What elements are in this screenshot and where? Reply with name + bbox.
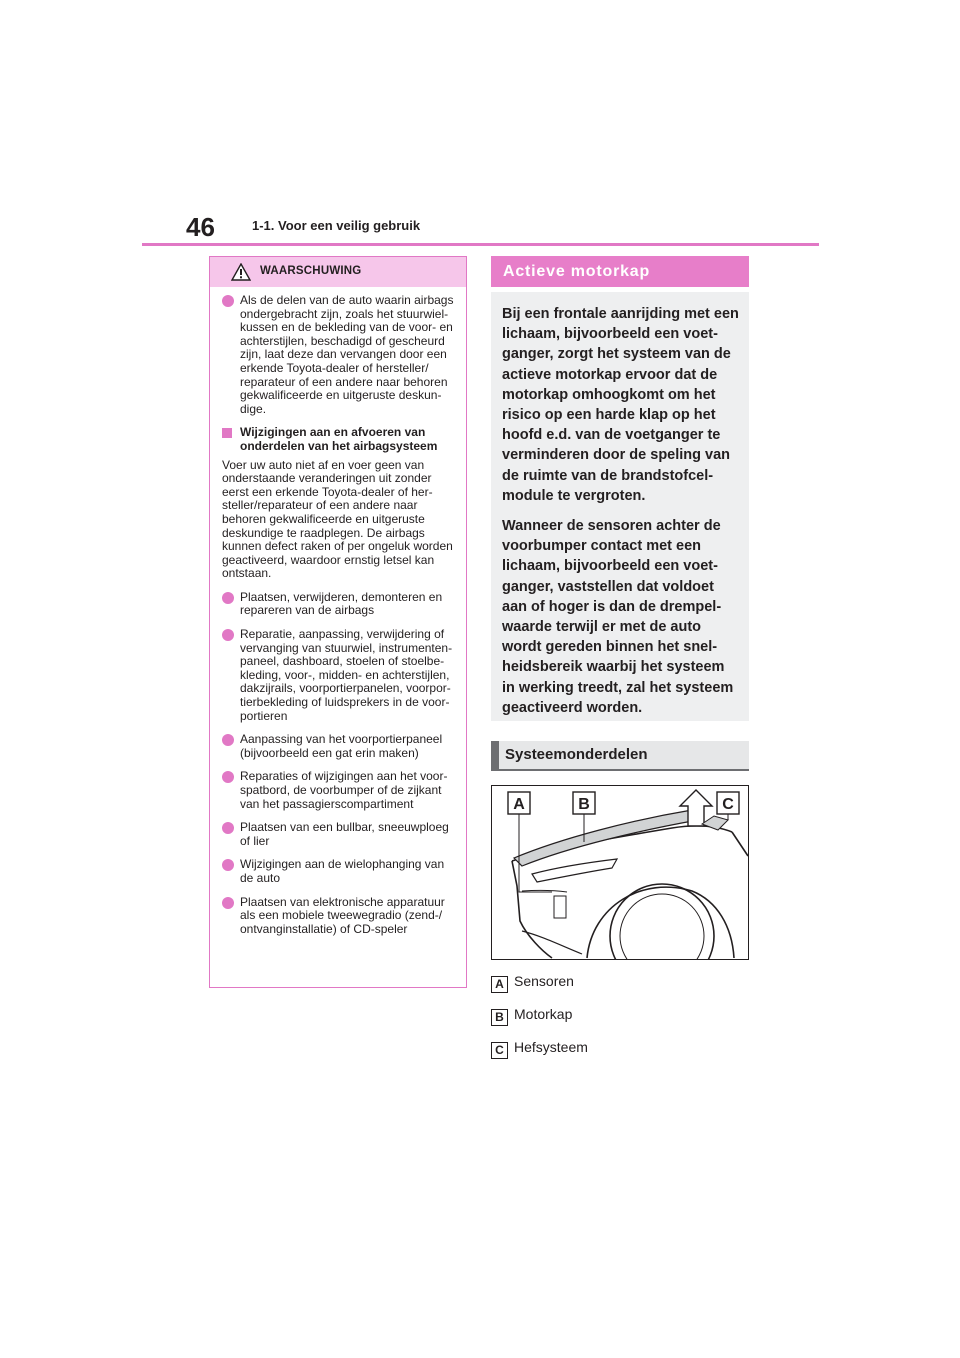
section-title: 1-1. Voor een veilig gebruik [252,218,421,233]
warning-item-text: Reparaties of wijzigingen aan het voorspatbord, de voorbumper of de zijkant van het passagierscompartiment [240,769,448,811]
warning-box [209,256,467,988]
legend-item-b [491,1005,572,1026]
legend-label: Sensoren [514,973,574,989]
square-bullet-icon [222,428,232,438]
warning-item [222,858,454,885]
warning-item [222,770,454,811]
bullet-dot-icon [222,771,234,783]
hood-diagram [491,785,749,960]
legend-key: A [491,976,508,993]
callout-b: B [578,796,590,813]
warning-item [222,733,454,760]
warning-item-text: Wijzigingen aan de wielophanging van de auto [240,857,445,885]
warning-body [210,287,466,936]
header-rule [142,243,819,246]
warning-item [222,628,454,723]
legend-label: Hefsysteem [514,1039,588,1055]
legend-key: C [491,1042,508,1059]
callout-c: C [722,796,734,813]
warning-item-text: Plaatsen, verwijderen, demonteren en repareren van de airbags [240,589,443,618]
intro-paragraph: Wanneer de sensoren achter de voorbumper contact met een lichaam, bijvoorbeeld een voetganger, vaststellen dat voldoet aan of hoger is dan de drempelwaarde terwijl er met de auto wordt gereden binnen het snelheidsbereik waarbij het systeem in werking treedt, zal het systeem geactiveerd worden. [502,518,734,716]
bullet-dot-icon [222,629,234,641]
warning-subheading [222,426,454,453]
warning-item-text: Plaatsen van een bullbar, sneeuwploeg of lier [240,820,449,848]
bullet-dot-icon [222,822,234,834]
warning-item-text: Plaatsen van elektronische apparatuur als een mobiele tweewegradio (zend-/ ontvanginstallatie) of CD-speler [240,894,445,936]
bullet-dot-icon [222,734,234,746]
warning-triangle-icon [231,263,251,281]
bullet-dot-icon [222,859,234,871]
warning-item [222,896,454,937]
warning-title: WAARSCHUWING [260,265,362,277]
legend-key: B [491,1009,508,1026]
active-hood-intro [491,292,749,721]
bullet-dot-icon [222,897,234,909]
car-front-illustration [492,786,748,959]
active-hood-heading: Actieve motorkap [491,256,749,287]
warning-header [210,257,466,287]
callout-a: A [513,796,525,813]
warning-item-text: Als de delen van de auto waarin airbags ondergebracht zijn, zoals het stuurwielkussen en de bekleding van de voor- en achterstijlen, beschadigd of gescheurd zijn, laat deze dan vervangen door een erkende Toyota-dealer of hersteller/ reparateur of een andere naar behoren gekwalificeerde en uitgeruste deskundige. [240,293,454,416]
bullet-dot-icon [222,592,234,604]
warning-paragraph: Voer uw auto niet af en voer geen van onderstaande veranderingen uit zonder eerst een erkende Toyota-dealer of hersteller/reparateur of een andere naar behoren gekwalificeerde en uitgeruste deskundige te raadplegen. De airbags kunnen defect raken of per ongeluk worden geactiveerd, waardoor ernstig letsel kan ontstaan. [222,457,453,581]
intro-paragraph: Bij een frontale aanrijding met een lichaam, bijvoorbeeld een voetganger, zorgt het systeem van de actieve motorkap ervoor dat de motorkap omhoogkomt om het risico op een harde klap op het hoofd e.d. van de voetganger te verminderen door de speling van de ruimte van de brandstofcelmodule te vergroten. [502,306,739,504]
bullet-dot-icon [222,295,234,307]
components-heading: Systeemonderdelen [491,741,749,771]
warning-item [222,294,454,416]
warning-item-text: Aanpassing van het voorportierpaneel (bijvoorbeeld een gat erin maken) [240,732,443,760]
warning-item-text: Reparatie, aanpassing, verwijdering of vervanging van stuurwiel, instrumentenpaneel, dashboard, stoelen of stoelbekleding, voor-, midden- en achterstijlen, dakzijrails, voorportierpanelen, voorportierbekleding of luidsprekers in de voorportieren [240,627,453,723]
warning-item [222,591,454,618]
legend-item-c [491,1038,588,1059]
warning-item [222,821,454,848]
legend-item-a [491,972,574,993]
page-number: 46 [186,212,215,242]
legend-label: Motorkap [514,1006,573,1022]
warning-subheading-text: Wijzigingen aan en afvoeren van onderdelen van het airbagsysteem [240,425,438,453]
